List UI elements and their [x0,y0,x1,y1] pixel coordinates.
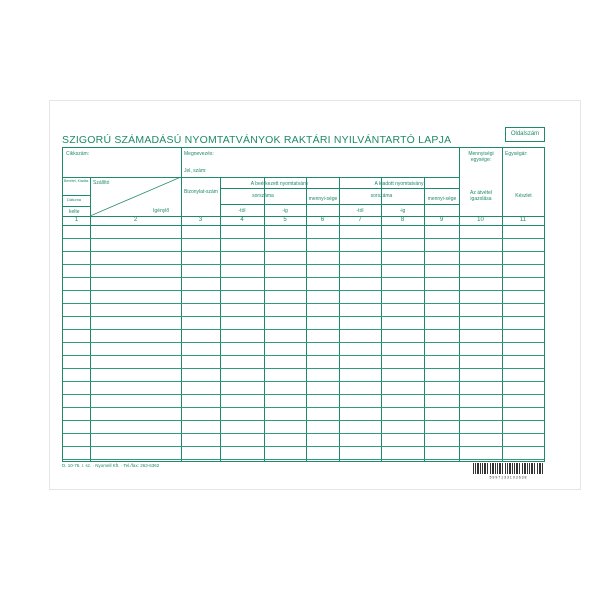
tol-in-label: -tól [238,208,246,214]
table-row [63,303,544,304]
kelte-label: kelte [69,209,80,215]
barcode-digits: 5 9 9 7 1 3 3 1 0 3 6 3 8 [489,475,527,479]
col-number-2: 2 [133,217,138,223]
table-row [63,446,544,447]
col-number-6: 6 [320,217,325,223]
sorszama-in-label: sorszáma [252,193,274,199]
col-number-8: 8 [400,217,405,223]
col-number-9: 9 [439,217,444,223]
table-row [63,277,544,278]
col-number-11: 11 [519,217,527,223]
sorszama-out-label: sorszáma [370,193,393,199]
table-row [63,342,544,343]
ig-out-label: -ig [399,208,406,214]
table-row [63,394,544,395]
mennyisege-out-label: mennyi-sége [427,196,457,202]
table-row [63,368,544,369]
table-row [63,459,544,460]
szallito-label: Szállító [93,180,110,186]
igenylo-label: Igénylő [153,208,170,214]
col-number-4: 4 [240,217,244,223]
col-number-3: 3 [198,217,203,223]
egysegar-label: Egységár: [505,151,528,157]
form-title: SZIGORÚ SZÁMADÁSÚ NYOMTATVÁNYOK RAKTÁRI NYILVÁNTARTÓ LAPJA [62,134,452,146]
kiadott-nyomtatvany-header: A kiadott nyomtatvány [374,181,424,187]
datum-label: Dátuma [67,197,82,202]
bevet-kiadas-label: Bevétel, Kiadás [64,179,89,183]
keszlet-label: Készlet [515,193,532,199]
cikkszam-label: Cikkszám: [66,151,90,157]
table-row [63,316,544,317]
col-number-5: 5 [283,217,287,223]
table-row [63,407,544,408]
table-row [63,355,544,356]
table-row [63,381,544,382]
bevet-nyomtatvany-header: A beérkezett nyomtatvány [250,181,309,187]
tol-out-label: -tól [356,208,364,214]
page-number-box: Oldalszám [505,127,545,142]
table-row [63,251,544,252]
mennyisegi-egysege-label: Mennyiségi egysége: [468,151,494,163]
jel-szam-label: Jel, szám: [184,168,207,174]
bizonylat-szam-label: Bizonylat-szám [184,189,218,195]
table-row [63,329,544,330]
col-number-1: 1 [74,217,79,223]
table-row [63,238,544,239]
atvetel-label: Az átvétel igazolása [470,190,492,202]
megnevezes-label: Megnevezés: [184,151,214,157]
mennyisege-in-label: mennyi-sége [308,196,338,202]
table-row [63,264,544,265]
ledger-table [62,147,545,462]
table-row [63,433,544,434]
table-row [63,420,544,421]
table-row [63,290,544,291]
col-number-10: 10 [477,217,484,223]
barcode-icon [472,463,544,479]
ig-in-label: -ig [282,208,288,214]
col-number-7: 7 [358,217,362,223]
form-footer: D. 10-75. r. sz. · Nyomell Kft. · Tel./fax: 263-6362 [62,463,160,468]
